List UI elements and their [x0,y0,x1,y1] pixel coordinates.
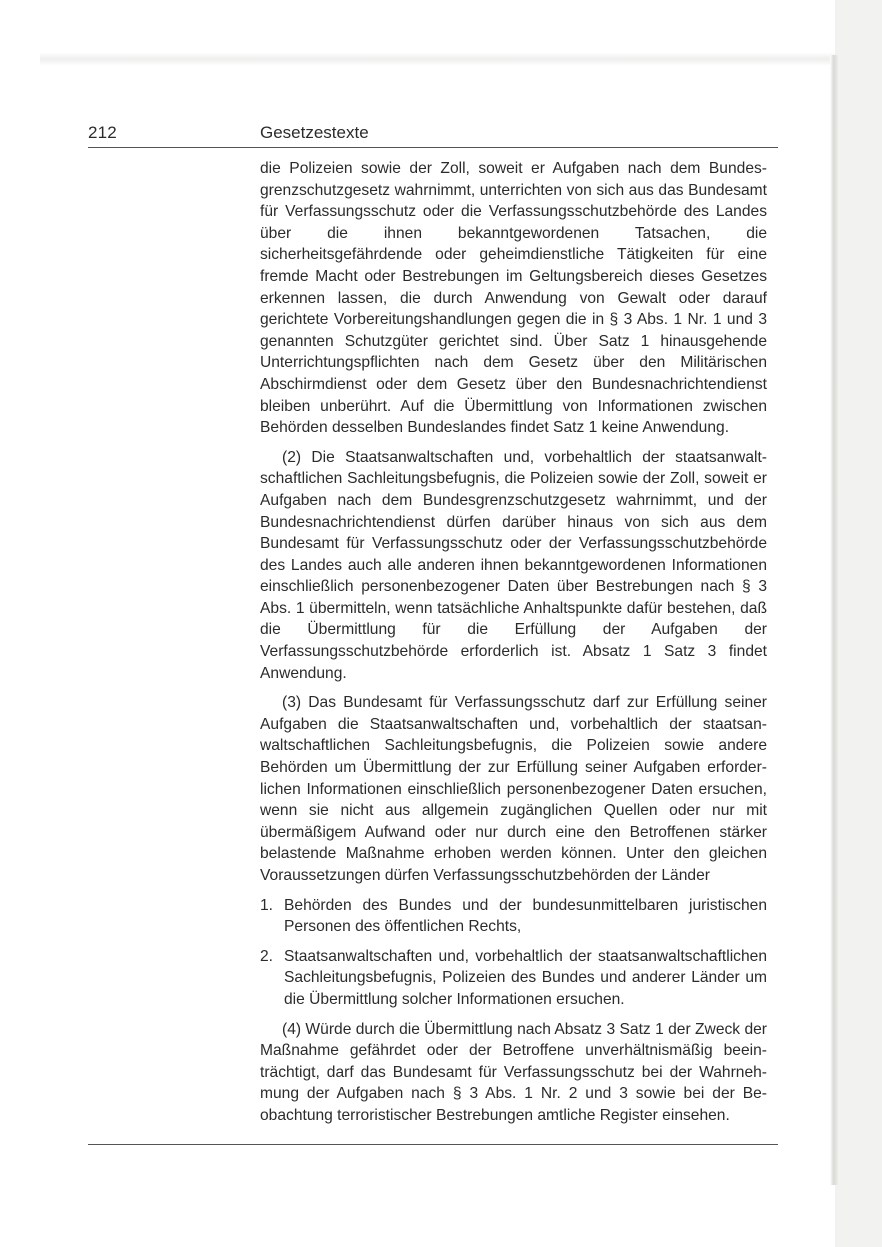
running-title: Gesetzestexte [260,123,369,142]
body-text [260,158,767,1127]
list-item [260,895,767,938]
list-item-text: Staatsanwaltschaften und, vorbehaltlich der staatsanwaltschaftlichen Sachleitungsbefugnis, Polizeien des Bundes und anderer Länder um die Übermittlung solcher Informationen ersuchen. [284,947,767,1008]
footer-rule [88,1144,778,1145]
page-number: 212 [88,123,117,142]
list-item-number: 1. [260,896,274,914]
numbered-list [260,895,767,1011]
page-edge [830,55,838,1185]
paragraph-4: (4) Würde durch die Übermittlung nach Absatz 3 Satz 1 der Zweck der Maßnahme gefährdet oder der Betroffene unverhältnismäßig beeinträchtigt, darf das Bundesamt für Verfassungsschutz bei der Wahrnehmung der Aufgaben nach § 3 Abs. 1 Nr. 2 und 3 sowie bei der Beobachtung terroristischer Bestrebungen amtliche Register einsehen. [260,1020,767,1124]
list-item [260,946,767,1011]
list-item-text: Behörden des Bundes und der bundesunmittelbaren juristischen Personen des öffentlichen Rechts, [284,896,767,936]
paragraph-1: die Polizeien sowie der Zoll, soweit er Aufgaben nach dem Bundesgrenzschutzgesetz wahrnimmt, unterrichten von sich aus das Bundesamt für Verfassungsschutz oder die Verfassungsschutzbehörde des Landes über die ihnen bekanntgewordenen Tatsachen, die sicherheitsgefährdende oder geheimdienstliche Tätigkeiten für eine fremde Macht oder Bestrebungen im Geltungsbereich dieses Gesetzes erkennen lassen, die durch Anwendung von Gewalt oder darauf gerichtete Vorbereitungshandlungen gegen die in § 3 Abs. 1 Nr. 1 und 3 genannten Schutzgüter gerichtet sind. Über Satz 1 hinausgehende Unterrichtungspflichten nach dem Gesetz über den Militärischen Abschirmdienst oder dem Gesetz über den Bundesnachrichtendienst bleiben unberührt. Auf die Übermittlung von Informationen zwischen Behörden desselben Bundeslandes findet Satz 1 keine Anwendung. [260,160,767,437]
list-item-number: 2. [260,947,274,965]
scan-shadow [40,52,835,66]
header-rule [88,147,778,148]
paragraph-2: (2) Die Staatsanwaltschaften und, vorbehaltlich der staatsanwaltschaftlichen Sachleitungsbefugnis, die Polizeien sowie der Zoll, soweit er Aufgaben nach dem Bundesgrenzschutzgesetz wahrnimmt, und der Bundesnachrichtendienst dürfen darüber hinaus von sich aus dem Bundesamt für Verfassungsschutz oder der Verfassungsschutzbehörde des Landes auch alle anderen ihnen bekanntgewordenen Informationen einschließlich personenbezogener Daten über Bestrebungen nach § 3 Abs. 1 übermitteln, wenn tatsächliche Anhaltspunkte dafür bestehen, daß die Übermittlung für die Erfüllung der Aufgaben der Verfassungsschutzbehörde erforderlich ist. Absatz 1 Satz 3 findet Anwendung. [260,448,767,682]
paragraph-3: (3) Das Bundesamt für Verfassungsschutz darf zur Erfüllung seiner Aufgaben die Staatsanwaltschaften und, vorbehaltlich der staatsanwaltschaftlichen Sachleitungsbefugnis, die Polizeien sowie andere Behörden um Übermittlung der zur Erfüllung seiner Aufgaben erforderlichen Informationen einschließlich personenbezogener Daten ersuchen, wenn sie nicht aus allgemein zugänglichen Quellen oder nur mit übermäßigem Aufwand oder nur durch eine den Betroffenen stärker belastende Maßnahme erhoben werden können. Unter den gleichen Voraussetzungen dürfen Verfassungsschutzbehörden der Länder [260,694,767,884]
